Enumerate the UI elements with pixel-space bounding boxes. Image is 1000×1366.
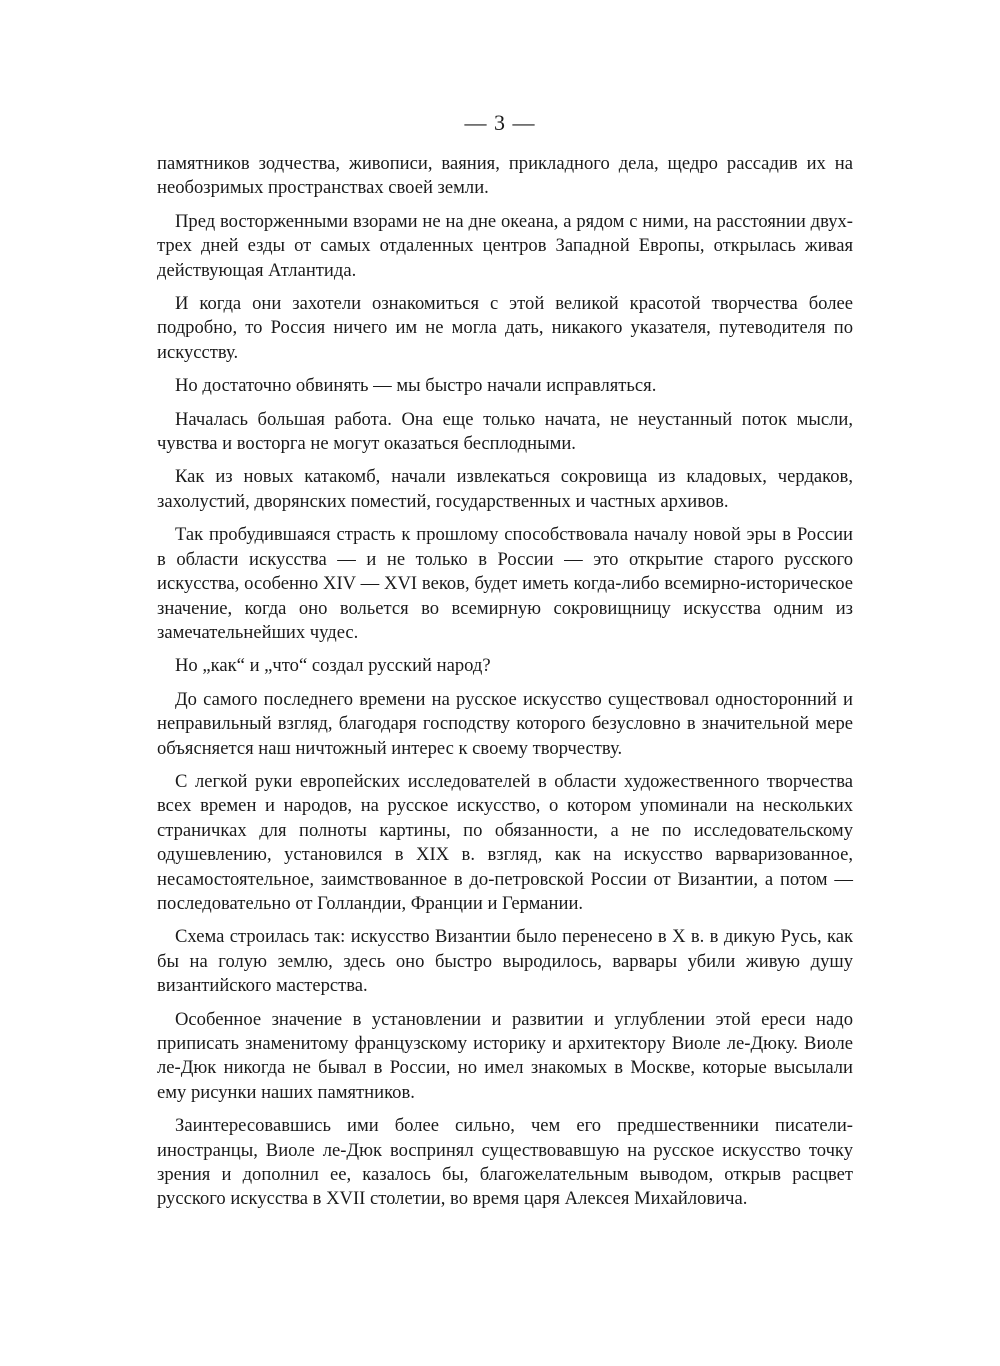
paragraph-11: Схема строилась так: искусство Византии было перенесено в X в. в дикую Русь, как бы на голую землю, здесь оно быстро выродилось, варвары убили живую душу византийского мастерства. bbox=[157, 926, 853, 997]
paragraph-8: Но „как“ и „что“ создал русский народ? bbox=[175, 655, 491, 677]
paragraph-3: И когда они захотели ознакомиться с этой великой красотой творчества более подробно, то Россия ничего им не могла дать, никакого указателя, путеводителя по искусству. bbox=[157, 293, 853, 363]
paragraph-7: Так пробудившаяся страсть к прошлому способствовала началу новой эры в России в области искусства — и не только в России — это открытие старого русского искусства, особенно XIV — XVI веков, будет иметь когда-либо всемирно-историческое значение, когда оно вольется во всемирную сокровищницу искусства одним из замечательнейших чудес. bbox=[157, 524, 853, 643]
paragraph-9: До самого последнего времени на русское искусство существовал односторонний и неправильный взгляд, благодаря господству которого безусловно в значительной мере объясняется наш ничтожный интерес к своему творчеству. bbox=[157, 688, 853, 759]
paragraph-2: Пред восторженными взорами не на дне океана, а рядом с ними, на расстоянии двух-трех дней езды от самых отдаленных центров Западной Европы, открылась живая действующая Атлантида. bbox=[157, 210, 853, 281]
paragraph-5: Началась большая работа. Она еще только начата, не неустанный поток мысли, чувства и восторга не могут оказаться бесплодными. bbox=[157, 408, 853, 455]
page-number: — 3 — bbox=[464, 110, 536, 135]
paragraph-10: С легкой руки европейских исследователей в области художественного творчества всех времен и народов, на русское искусство, о котором упоминали на нескольких страничках для полноты картины, по обязанности, а не по исследовательскому одушевлению, установился в XIX в. взгляд, как на искусство варваризованное, несамостоятельное, заимствованное в до-петровской России от Византии, а потом — последовательно от Голландии, Франции и Германии. bbox=[157, 770, 853, 914]
paragraph-4: Но достаточно обвинять — мы быстро начали исправляться. bbox=[175, 375, 657, 397]
paragraph-12: Особенное значение в установлении и развитии и углублении этой ереси надо приписать знаменитому французскому историку и архитектору Виоле ле-Дюку. Виоле ле-Дюк никогда не бывал в России, но имел знакомых в Москве, которые высылали ему рисунки наших памятников. bbox=[157, 1008, 853, 1103]
paragraph-1: памятников зодчества, живописи, ваяния, прикладного дела, щедро рассадив их на необозримых пространствах своей земли. bbox=[157, 153, 853, 199]
paragraph-13: Заинтересовавшись ими более сильно, чем его предшественники писатели-иностранцы, Виоле ле-Дюк воспринял существовавшую на русское искусство точку зрения и дополнил ее, казалось бы, благожелательным выводом, открыв расцвет русского искусства в XVII столетии, во время царя Алексея Михайловича. bbox=[157, 1115, 853, 1210]
paragraph-6: Как из новых катакомб, начали извлекаться сокровища из кладовых, чердаков, захолустий, дворянских поместий, государственных и частных архивов. bbox=[157, 466, 853, 512]
body-text bbox=[157, 152, 853, 1221]
